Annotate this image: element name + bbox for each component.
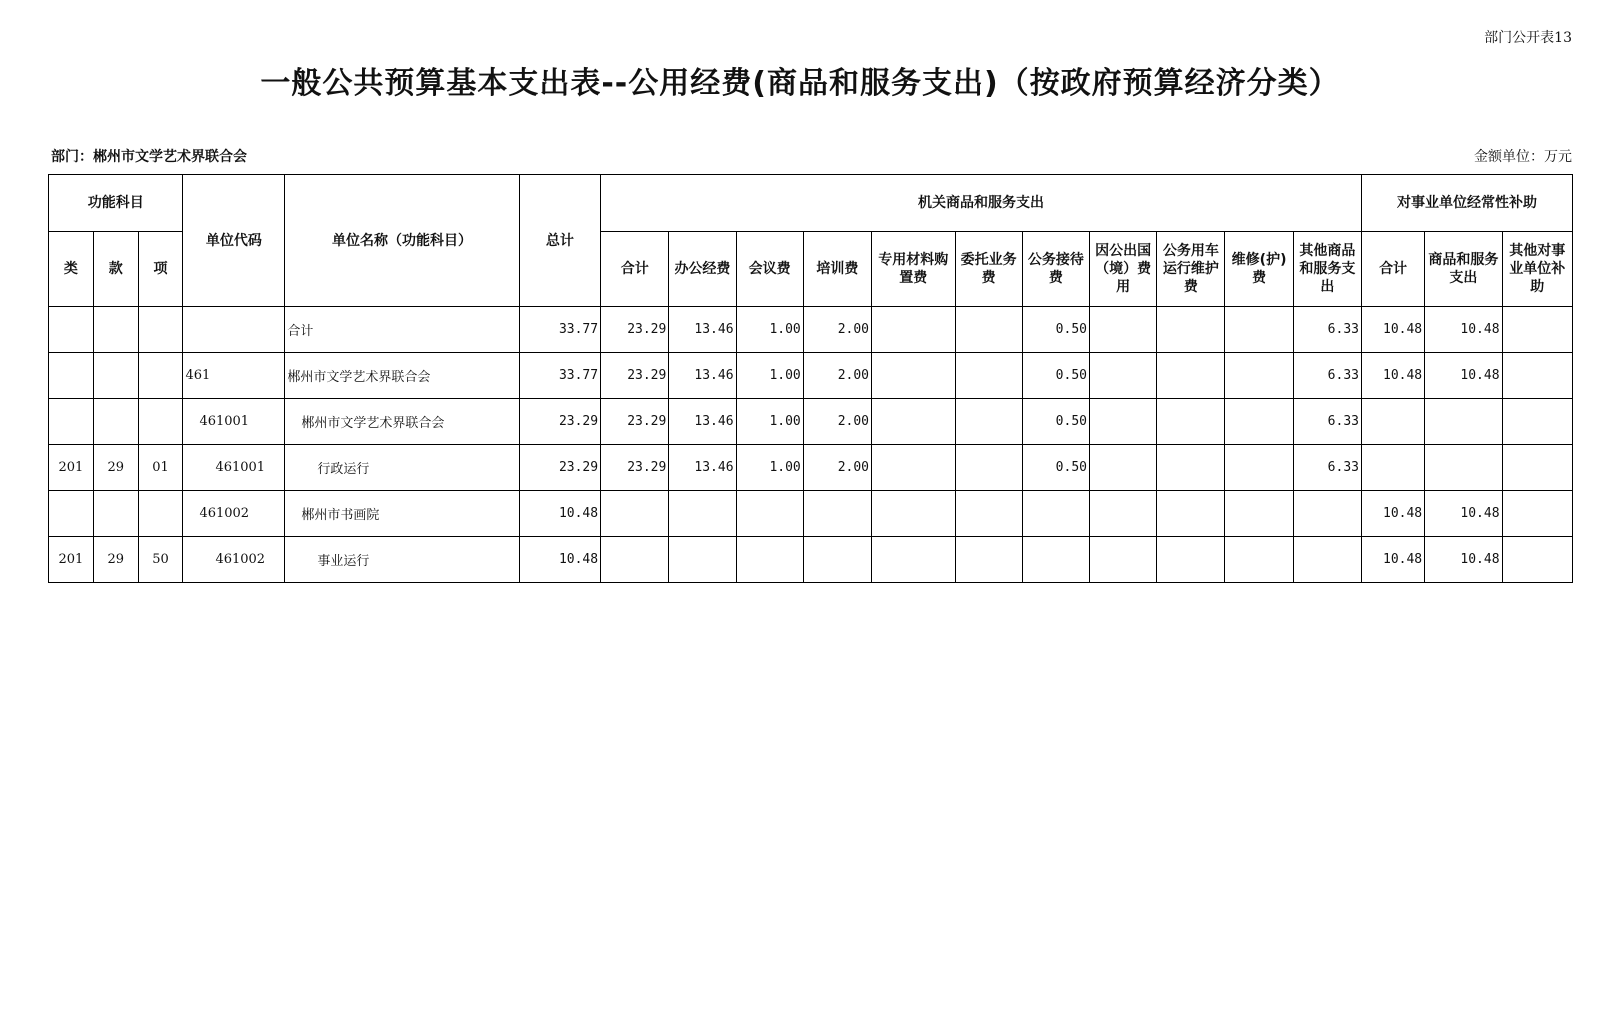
cell-agency-amount	[955, 399, 1022, 445]
header-total: 总计	[519, 175, 600, 307]
cell-xiang	[138, 353, 183, 399]
cell-kuan	[93, 491, 138, 537]
cell-agency-amount: 0.50	[1022, 445, 1089, 491]
cell-agency-amount	[601, 537, 669, 583]
cell-unit-name: 郴州市书画院	[285, 491, 519, 537]
cell-agency-amount	[1225, 307, 1293, 353]
cell-subsidy-amount	[1502, 307, 1572, 353]
header-subsidy-col: 商品和服务支出	[1425, 232, 1502, 307]
cell-agency-amount: 6.33	[1293, 353, 1361, 399]
page-title: 一般公共预算基本支出表--公用经费(商品和服务支出)（按政府预算经济分类）	[260, 66, 1340, 101]
header-agency-col: 公务用车运行维护费	[1157, 232, 1225, 307]
cell-subsidy-amount	[1502, 353, 1572, 399]
cell-agency-amount: 1.00	[736, 307, 803, 353]
cell-xiang	[138, 399, 183, 445]
cell-unit-name: 郴州市文学艺术界联合会	[285, 399, 519, 445]
cell-agency-amount: 23.29	[601, 399, 669, 445]
cell-agency-amount	[955, 445, 1022, 491]
cell-unit-code: 461002	[183, 537, 285, 583]
cell-agency-amount	[1022, 491, 1089, 537]
cell-agency-amount	[1089, 537, 1156, 583]
cell-agency-amount: 6.33	[1293, 445, 1361, 491]
cell-unit-name: 行政运行	[285, 445, 519, 491]
cell-subsidy-amount	[1502, 491, 1572, 537]
cell-unit-code: 461001	[183, 445, 285, 491]
cell-agency-amount	[1225, 353, 1293, 399]
cell-agency-amount	[1157, 537, 1225, 583]
table-body	[49, 307, 1573, 583]
cell-agency-amount	[955, 307, 1022, 353]
cell-agency-amount	[736, 537, 803, 583]
cell-kuan: 29	[93, 445, 138, 491]
cell-agency-amount: 1.00	[736, 353, 803, 399]
department-label: 部门：郴州市文学艺术界联合会	[51, 149, 247, 165]
cell-unit-name: 合计	[285, 307, 519, 353]
cell-agency-amount	[601, 491, 669, 537]
cell-agency-amount: 6.33	[1293, 399, 1361, 445]
cell-agency-amount	[872, 445, 956, 491]
cell-agency-amount	[1089, 445, 1156, 491]
header-agency-col: 专用材料购置费	[872, 232, 956, 307]
cell-agency-amount	[872, 537, 956, 583]
cell-agency-amount	[1293, 537, 1361, 583]
cell-agency-amount: 2.00	[803, 307, 871, 353]
cell-agency-amount	[669, 491, 736, 537]
cell-lei: 201	[49, 445, 94, 491]
cell-lei	[49, 353, 94, 399]
cell-subsidy-amount: 10.48	[1361, 353, 1424, 399]
cell-agency-amount	[1089, 491, 1156, 537]
header-subsidy-group: 对事业单位经常性补助	[1361, 175, 1572, 232]
cell-agency-amount	[1157, 353, 1225, 399]
cell-subsidy-amount: 10.48	[1425, 491, 1502, 537]
table-row	[49, 307, 1573, 353]
cell-agency-amount	[1022, 537, 1089, 583]
cell-subsidy-amount: 10.48	[1425, 353, 1502, 399]
cell-xiang: 50	[138, 537, 183, 583]
cell-agency-amount	[1225, 491, 1293, 537]
cell-subsidy-amount	[1425, 399, 1502, 445]
header-agency-col: 办公经费	[669, 232, 736, 307]
cell-lei	[49, 491, 94, 537]
cell-agency-amount	[736, 491, 803, 537]
cell-xiang	[138, 307, 183, 353]
cell-agency-amount	[872, 353, 956, 399]
cell-agency-amount	[872, 491, 956, 537]
cell-agency-amount	[1293, 491, 1361, 537]
cell-unit-name: 事业运行	[285, 537, 519, 583]
cell-agency-amount	[1157, 445, 1225, 491]
cell-total: 10.48	[519, 537, 600, 583]
header-subsidy-col: 其他对事业单位补助	[1502, 232, 1572, 307]
header-agency-col: 培训费	[803, 232, 871, 307]
cell-agency-amount: 2.00	[803, 445, 871, 491]
cell-agency-amount: 23.29	[601, 353, 669, 399]
cell-agency-amount: 2.00	[803, 399, 871, 445]
table-header	[49, 175, 1573, 307]
table-row	[49, 353, 1573, 399]
cell-subsidy-amount: 10.48	[1425, 307, 1502, 353]
cell-subsidy-amount: 10.48	[1361, 307, 1424, 353]
cell-agency-amount	[1225, 399, 1293, 445]
cell-agency-amount: 0.50	[1022, 399, 1089, 445]
header-agency-col: 会议费	[736, 232, 803, 307]
cell-agency-amount: 23.29	[601, 307, 669, 353]
table-row	[49, 537, 1573, 583]
table-row	[49, 399, 1573, 445]
header-func-subject: 功能科目	[49, 175, 183, 232]
cell-agency-amount	[1089, 399, 1156, 445]
cell-agency-amount: 13.46	[669, 307, 736, 353]
header-agency-col: 其他商品和服务支出	[1293, 232, 1361, 307]
cell-agency-amount	[1157, 399, 1225, 445]
cell-total: 10.48	[519, 491, 600, 537]
cell-unit-name: 郴州市文学艺术界联合会	[285, 353, 519, 399]
cell-agency-amount	[803, 491, 871, 537]
cell-agency-amount: 13.46	[669, 353, 736, 399]
cell-total: 23.29	[519, 445, 600, 491]
cell-subsidy-amount	[1502, 445, 1572, 491]
cell-unit-code	[183, 307, 285, 353]
cell-subsidy-amount: 10.48	[1361, 491, 1424, 537]
cell-agency-amount: 23.29	[601, 445, 669, 491]
cell-kuan	[93, 353, 138, 399]
cell-xiang: 01	[138, 445, 183, 491]
cell-agency-amount	[955, 353, 1022, 399]
cell-agency-amount	[1157, 491, 1225, 537]
cell-kuan: 29	[93, 537, 138, 583]
cell-agency-amount	[955, 537, 1022, 583]
header-subsidy-col: 合计	[1361, 232, 1424, 307]
header-lei: 类	[49, 232, 94, 307]
cell-agency-amount	[1089, 353, 1156, 399]
cell-lei	[49, 307, 94, 353]
header-kuan: 款	[93, 232, 138, 307]
header-unit-name: 单位名称（功能科目）	[285, 175, 519, 307]
cell-lei: 201	[49, 537, 94, 583]
header-agency-col: 维修(护)费	[1225, 232, 1293, 307]
cell-agency-amount: 6.33	[1293, 307, 1361, 353]
cell-agency-amount: 1.00	[736, 399, 803, 445]
budget-table	[48, 174, 1573, 583]
cell-unit-code: 461001	[183, 399, 285, 445]
cell-agency-amount	[803, 537, 871, 583]
cell-agency-amount: 13.46	[669, 399, 736, 445]
header-agency-group: 机关商品和服务支出	[601, 175, 1362, 232]
cell-agency-amount	[1157, 307, 1225, 353]
cell-subsidy-amount	[1425, 445, 1502, 491]
cell-unit-code: 461002	[183, 491, 285, 537]
amount-unit-label: 金额单位：万元	[1474, 149, 1572, 165]
header-agency-col: 公务接待费	[1022, 232, 1089, 307]
cell-agency-amount: 0.50	[1022, 307, 1089, 353]
cell-agency-amount: 13.46	[669, 445, 736, 491]
cell-agency-amount	[872, 399, 956, 445]
cell-agency-amount	[1225, 445, 1293, 491]
header-agency-col: 委托业务费	[955, 232, 1022, 307]
cell-agency-amount	[955, 491, 1022, 537]
cell-agency-amount	[1225, 537, 1293, 583]
cell-kuan	[93, 399, 138, 445]
cell-total: 33.77	[519, 307, 600, 353]
cell-subsidy-amount: 10.48	[1361, 537, 1424, 583]
cell-kuan	[93, 307, 138, 353]
cell-agency-amount	[669, 537, 736, 583]
cell-unit-code: 461	[183, 353, 285, 399]
cell-subsidy-amount	[1502, 537, 1572, 583]
header-xiang: 项	[138, 232, 183, 307]
cell-xiang	[138, 491, 183, 537]
cell-subsidy-amount	[1502, 399, 1572, 445]
table-row	[49, 445, 1573, 491]
cell-agency-amount	[872, 307, 956, 353]
cell-subsidy-amount	[1361, 399, 1424, 445]
form-code: 部门公开表13	[1484, 30, 1572, 46]
cell-agency-amount: 0.50	[1022, 353, 1089, 399]
cell-subsidy-amount	[1361, 445, 1424, 491]
cell-subsidy-amount: 10.48	[1425, 537, 1502, 583]
cell-agency-amount	[1089, 307, 1156, 353]
cell-total: 33.77	[519, 353, 600, 399]
header-agency-col: 因公出国（境）费用	[1089, 232, 1156, 307]
cell-lei	[49, 399, 94, 445]
table-row	[49, 491, 1573, 537]
header-agency-col: 合计	[601, 232, 669, 307]
cell-total: 23.29	[519, 399, 600, 445]
cell-agency-amount: 2.00	[803, 353, 871, 399]
cell-agency-amount: 1.00	[736, 445, 803, 491]
header-unit-code: 单位代码	[183, 175, 285, 307]
